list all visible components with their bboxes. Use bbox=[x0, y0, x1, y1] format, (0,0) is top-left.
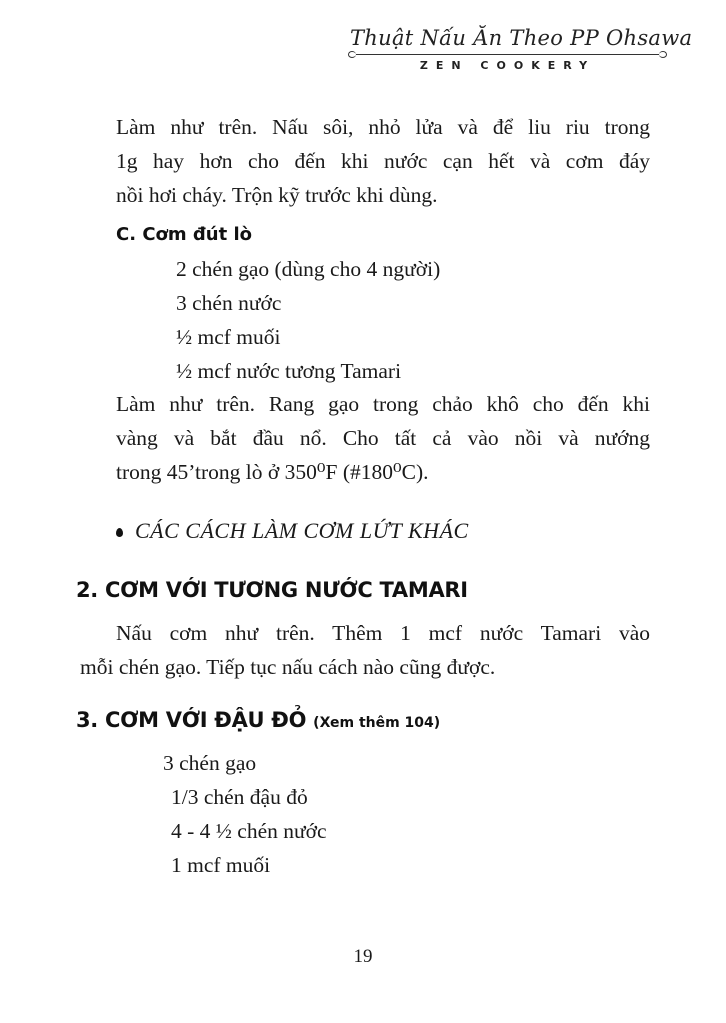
ingredient-item: 1/3 chén đậu đỏ bbox=[171, 785, 308, 809]
intro-paragraph bbox=[116, 110, 650, 212]
ingredient-item: 3 chén gạo bbox=[163, 751, 257, 775]
cross-reference: (Xem thêm 104) bbox=[313, 715, 441, 731]
book-subtitle: ZEN COOKERY bbox=[419, 59, 596, 72]
paragraph-line: Nấu cơm như trên. Thêm 1 mcf nước Tamari vào bbox=[116, 621, 650, 645]
ingredient-item: 4 - 4 ½ chén nước bbox=[171, 819, 327, 843]
paragraph-line: vàng và bắt đầu nổ. Cho tất cả vào nồi và nướng bbox=[116, 426, 650, 450]
section-c-heading: C. Cơm đút lò bbox=[116, 224, 253, 245]
book-title: Thuật Nấu Ăn Theo PP Ohsawa bbox=[350, 26, 693, 50]
paragraph-line: Làm như trên. Rang gạo trong chảo khô cho đến khi bbox=[116, 392, 650, 416]
ingredient-item: ½ mcf muối bbox=[176, 325, 281, 349]
page-number: 19 bbox=[353, 946, 373, 967]
ingredient-item: 3 chén nước bbox=[176, 291, 282, 315]
paragraph-line: Làm như trên. Nấu sôi, nhỏ lửa và để liu riu trong bbox=[116, 115, 650, 139]
section-2-heading: 2. CƠM VỚI TƯƠNG NƯỚC TAMARI bbox=[76, 578, 468, 602]
ingredient-item: ½ mcf nước tương Tamari bbox=[176, 359, 402, 383]
subsection-heading bbox=[116, 518, 469, 544]
section-3-ingredients bbox=[163, 746, 327, 882]
section-3-title: 3. CƠM VỚI ĐẬU ĐỎ bbox=[76, 708, 307, 732]
section-c-ingredients bbox=[176, 252, 440, 388]
paragraph-line: 1g hay hơn cho đến khi nước cạn hết và cơm đáy bbox=[116, 149, 650, 173]
paragraph-line: mỗi chén gạo. Tiếp tục nấu cách nào cũng được. bbox=[80, 655, 496, 679]
section-3-heading bbox=[76, 708, 440, 732]
paragraph-line: trong 45’trong lò ở 350⁰F (#180⁰C). bbox=[116, 460, 429, 484]
header-ornament-rule bbox=[356, 54, 659, 55]
running-header bbox=[350, 26, 693, 72]
subsection-title: CÁC CÁCH LÀM CƠM LỨT KHÁC bbox=[135, 518, 469, 543]
ingredient-item: 2 chén gạo (dùng cho 4 người) bbox=[176, 257, 441, 281]
section-c-instructions bbox=[116, 387, 650, 489]
section-2-paragraph bbox=[80, 616, 650, 684]
drop-bullet-icon bbox=[116, 528, 123, 537]
ingredient-item: 1 mcf muối bbox=[171, 853, 271, 877]
paragraph-line: nồi hơi cháy. Trộn kỹ trước khi dùng. bbox=[116, 183, 438, 207]
